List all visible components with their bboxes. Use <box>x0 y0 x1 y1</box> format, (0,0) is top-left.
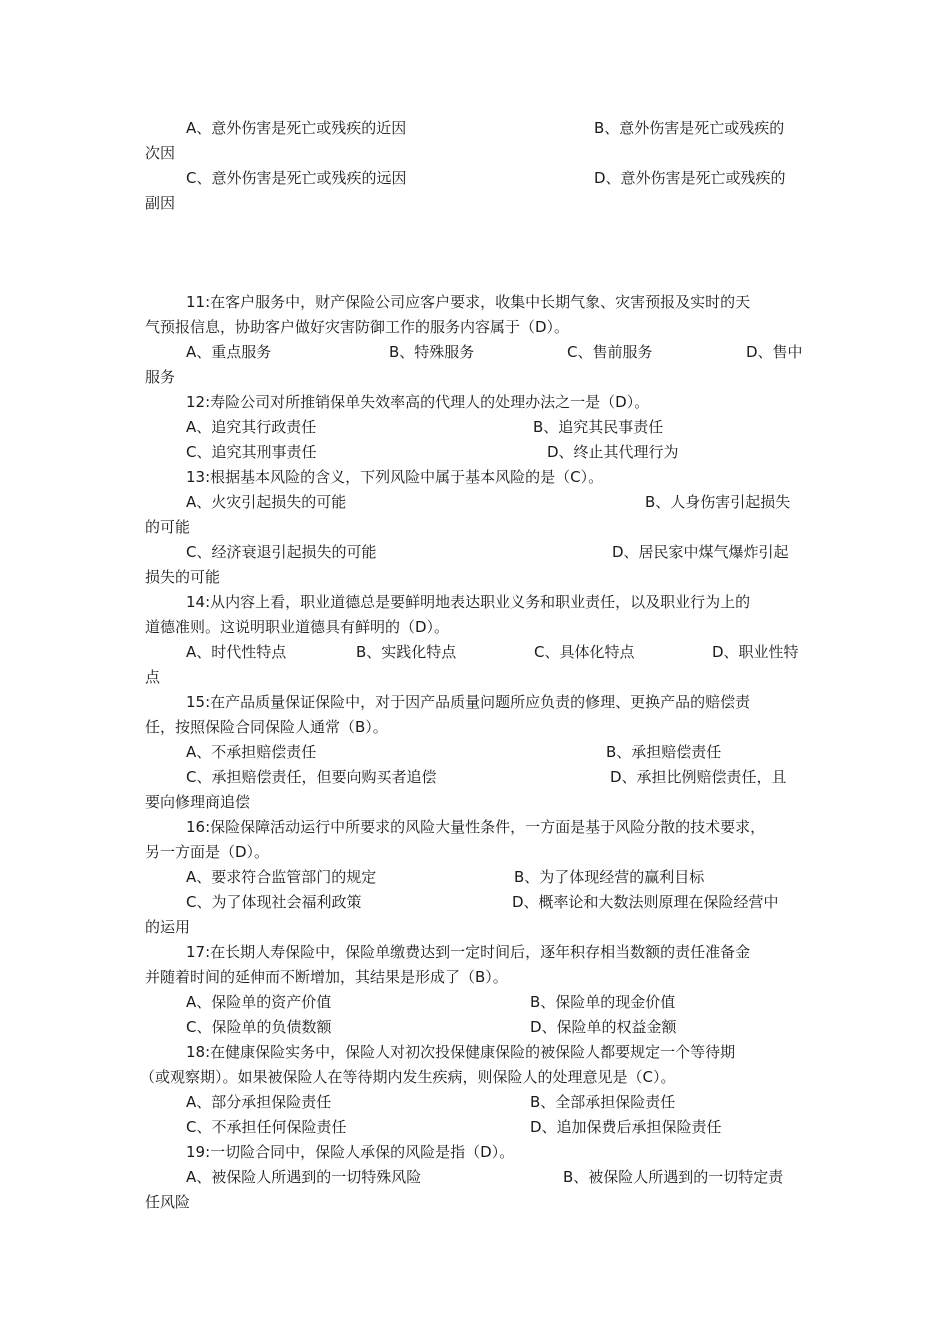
question-19-stem: 19:一切险合同中，保险人承保的风险是指（D）。 <box>186 1143 515 1161</box>
question-11-option-d-wrap: 服务 <box>145 368 176 386</box>
question-16-option-b: B、为了体现经营的赢利目标 <box>514 868 705 886</box>
question-16-stem: 16:保险保障活动运行中所要求的风险大量性条件，一方面是基于风险分散的技术要求， <box>186 818 766 836</box>
question-17-option-b: B、保险单的现金价值 <box>530 993 676 1011</box>
question-18-option-a: A、部分承担保险责任 <box>186 1093 332 1111</box>
question-15-stem: 15:在产品质量保证保险中，对于因产品质量问题所应负责的修理、更换产品的赔偿责 <box>186 693 751 711</box>
question-15-option-a: A、不承担赔偿责任 <box>186 743 317 761</box>
question-14-stem: 14:从内容上看，职业道德总是要鲜明地表达职业义务和职业责任，以及职业行为上的 <box>186 593 751 611</box>
question-13-option-d: D、居民家中煤气爆炸引起 <box>612 543 789 561</box>
question-16-option-c: C、为了体现社会福利政策 <box>186 893 362 911</box>
question-17-stem-wrap: 并随着时间的延伸而不断增加，其结果是形成了（B）。 <box>145 968 508 986</box>
question-14-option-b: B、实践化特点 <box>356 643 457 661</box>
question-14-stem-wrap: 道德准则。这说明职业道德具有鲜明的（D）。 <box>145 618 450 636</box>
question-14-option-d: D、职业性特 <box>712 643 799 661</box>
question-13-option-d-wrap: 损失的可能 <box>145 568 221 586</box>
question-18-stem: 18:在健康保险实务中，保险人对初次投保健康保险的被保险人都要规定一个等待期 <box>186 1043 736 1061</box>
question-19-option-b: B、被保险人所遇到的一切特定责 <box>563 1168 784 1186</box>
option-d-wrap: 副因 <box>145 194 176 212</box>
question-14-option-a: A、时代性特点 <box>186 643 287 661</box>
question-16-option-d: D、概率论和大数法则原理在保险经营中 <box>512 893 779 911</box>
question-13-stem: 13:根据基本风险的含义，下列风险中属于基本风险的是（C）。 <box>186 468 604 486</box>
question-16-option-d-wrap: 的运用 <box>145 918 191 936</box>
question-17-option-c: C、保险单的负债数额 <box>186 1018 332 1036</box>
option-c: C、意外伤害是死亡或残疾的远因 <box>186 169 407 187</box>
question-18-stem-wrap: （或观察期）。如果被保险人在等待期内发生疾病，则保险人的处理意见是（C）。 <box>140 1068 676 1086</box>
question-15-option-d-wrap: 要向修理商追偿 <box>145 793 251 811</box>
question-19-option-a: A、被保险人所遇到的一切特殊风险 <box>186 1168 422 1186</box>
question-12-stem: 12:寿险公司对所推销保单失效率高的代理人的处理办法之一是（D）。 <box>186 393 650 411</box>
option-b: B、意外伤害是死亡或残疾的 <box>594 119 785 137</box>
question-11-stem-wrap: 气预报信息，协助客户做好灾害防御工作的服务内容属于（D）。 <box>145 318 570 336</box>
question-11-option-b: B、特殊服务 <box>389 343 475 361</box>
question-16-stem-wrap: 另一方面是（D）。 <box>145 843 270 861</box>
question-12-option-d: D、终止其代理行为 <box>547 443 679 461</box>
question-12-option-b: B、追究其民事责任 <box>533 418 664 436</box>
question-15-option-d: D、承担比例赔偿责任，且 <box>610 768 787 786</box>
question-18-option-d: D、追加保费后承担保险责任 <box>530 1118 722 1136</box>
question-13-option-b-wrap: 的可能 <box>145 518 191 536</box>
question-11-option-d: D、售中 <box>746 343 803 361</box>
question-11-option-a: A、重点服务 <box>186 343 272 361</box>
question-12-option-c: C、追究其刑事责任 <box>186 443 317 461</box>
question-15-stem-wrap: 任，按照保险合同保险人通常（B）。 <box>145 718 388 736</box>
question-11-stem: 11:在客户服务中，财产保险公司应客户要求，收集中长期气象、灾害预报及实时的天 <box>186 293 751 311</box>
question-16-option-a: A、要求符合监管部门的规定 <box>186 868 377 886</box>
question-18-option-b: B、全部承担保险责任 <box>530 1093 676 1111</box>
question-18-option-c: C、不承担任何保险责任 <box>186 1118 347 1136</box>
option-a: A、意外伤害是死亡或残疾的近因 <box>186 119 407 137</box>
question-13-option-b: B、人身伤害引起损失 <box>645 493 791 511</box>
question-17-stem: 17:在长期人寿保险中，保险单缴费达到一定时间后，逐年积存相当数额的责任准备金 <box>186 943 751 961</box>
question-12-option-a: A、追究其行政责任 <box>186 418 317 436</box>
question-15-option-c: C、承担赔偿责任，但要向购买者追偿 <box>186 768 437 786</box>
question-11-option-c: C、售前服务 <box>567 343 653 361</box>
option-d: D、意外伤害是死亡或残疾的 <box>594 169 786 187</box>
question-17-option-a: A、保险单的资产价值 <box>186 993 332 1011</box>
question-15-option-b: B、承担赔偿责任 <box>606 743 722 761</box>
question-13-option-a: A、火灾引起损失的可能 <box>186 493 347 511</box>
question-19-option-b-wrap: 任风险 <box>145 1193 191 1211</box>
option-b-wrap: 次因 <box>145 144 176 162</box>
question-14-option-c: C、具体化特点 <box>534 643 635 661</box>
question-13-option-c: C、经济衰退引起损失的可能 <box>186 543 377 561</box>
question-17-option-d: D、保险单的权益金额 <box>530 1018 677 1036</box>
question-14-option-d-wrap: 点 <box>145 668 161 686</box>
